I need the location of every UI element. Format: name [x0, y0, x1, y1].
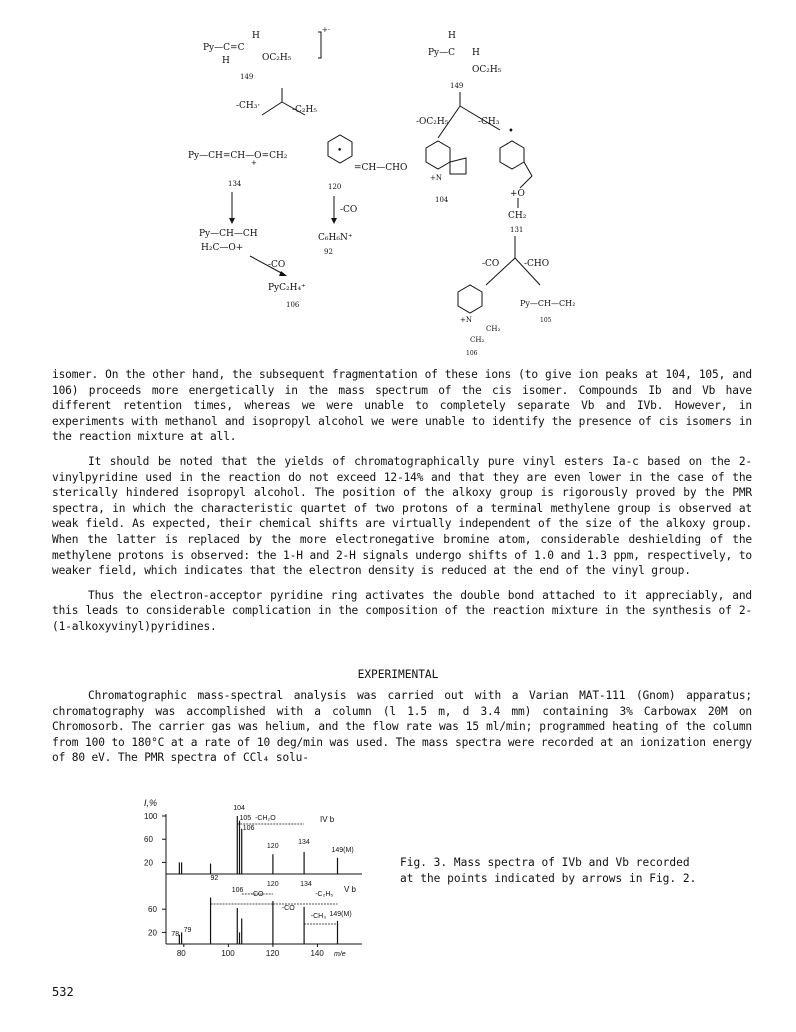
ion134-plus: + — [251, 159, 257, 167]
ion104-mass: 104 — [435, 196, 449, 204]
right-mol-ion-h1: H — [448, 31, 456, 41]
right-scheme — [416, 31, 575, 357]
annotation-104: 104 — [233, 805, 245, 812]
ion134-mass: 134 — [228, 180, 242, 188]
left-scheme — [188, 26, 407, 309]
left-mol-ion-charge: +· — [322, 26, 331, 34]
ion106-n-plus: +N — [460, 316, 472, 324]
figure-caption: Fig. 3. Mass spectra of IVb and Vb recorded at the points indicated by arrows in Fig. 2. — [400, 856, 697, 885]
annotation-106: 106 — [242, 825, 255, 832]
right-loss-ch3: -CH₃ — [478, 117, 500, 127]
ion104-ring — [426, 141, 450, 169]
experimental-heading: EXPERIMENTAL — [357, 668, 439, 681]
ion92-formula: C₆H₆N⁺ — [318, 233, 353, 243]
x-axis-label: m/e — [334, 951, 346, 956]
annotation-b106: 106 — [231, 887, 244, 894]
y-tick-label: 60 — [144, 835, 153, 845]
body-text-block — [52, 367, 752, 635]
ion106-ch2b: CH₂ — [470, 336, 485, 344]
bottom-spectrum-label: V b — [344, 885, 357, 894]
fragmentation-scheme — [0, 0, 796, 365]
ion131-bond-b — [520, 176, 532, 188]
arrow-120-head — [331, 218, 337, 224]
loss-co-2: -CO — [268, 260, 286, 270]
right-mol-ion-oet: OC₂H₅ — [472, 65, 502, 75]
paragraph-3: Thus the electron-acceptor pyridine ring activates the double bond attached to it appreciably, and this leads to considerable complication in the composition of the reaction mixture in the synthesis of 2-(1-alkoxyvinyl)pyridines. — [52, 588, 752, 633]
ion131-bond-a — [524, 162, 532, 176]
page-number: 532 — [52, 985, 74, 999]
annotation-b134: 134 — [300, 881, 312, 888]
ion134-formula: Py—CH=CH—O=CH₂ — [188, 151, 288, 161]
ion120-mass: 120 — [328, 183, 342, 191]
annotation-loss-co-b: -CO — [281, 905, 295, 912]
right-radical-dot: • — [508, 126, 514, 137]
annotation-loss-ch2o: -CH₂O — [255, 815, 276, 822]
right-loss-cho: -CHO — [524, 259, 550, 269]
annotation-149m: 149(M) — [331, 847, 354, 854]
ion106-mass: 106 — [466, 350, 478, 357]
arrow-134-a-head — [229, 218, 235, 224]
ion120-formula: =CH—CHO — [354, 163, 408, 173]
annotation-134: 134 — [298, 839, 310, 846]
right-mol-ion-mass: 149 — [450, 82, 464, 90]
ion131-ch2: CH₂ — [508, 211, 527, 221]
loss-co-1: -CO — [340, 205, 358, 215]
annotation-b78: 78 — [171, 931, 180, 938]
ion104-fused — [450, 158, 466, 174]
left-mol-ion-oet: OC₂H₅ — [262, 53, 292, 63]
annotation-b120: 120 — [266, 881, 279, 888]
left-loss-c2h5: -C₂H₅ — [292, 105, 317, 115]
annotation-b79: 79 — [183, 927, 192, 934]
ion131-o: +O — [510, 189, 525, 199]
ion131-ring — [500, 141, 524, 169]
arrow-134b-head — [279, 271, 287, 276]
ion131-mass: 131 — [510, 226, 524, 234]
ion106-mass: 106 — [286, 301, 300, 309]
experimental-paragraph: Chromatographic mass-spectral analysis was carried out with a Varian MAT-111 (Gnom) apparatus; chromatography was accomplished with a column (l 1.5 m, d 3.4 mm) containing 3% Carbowax 20M on Chromosorb. The carrier gas was helium, and the flow rate was 15 ml/min; programmed heating of the column from 100 to 180°C at a rate of 10 deg/min was used. The mass spectra were recorded at an ionization energy of 80 eV. The PMR spectra of CCl₄ solu- — [52, 689, 752, 765]
left-mol-ion-h1: H — [252, 31, 260, 41]
x-tick-label: 140 — [310, 949, 324, 956]
ion106-formula: PyC₂H₄⁺ — [268, 283, 306, 293]
y-tick-label: 20 — [148, 928, 157, 938]
ion134b-line1: Py—CH—CH — [199, 229, 258, 239]
right-loss-co: -CO — [482, 259, 500, 269]
ion105-formula: Py—CH—CH₂ — [520, 299, 576, 308]
annotation-loss-c2h5: -C₂H₅ — [315, 891, 334, 898]
annotation-b92: 92 — [210, 875, 219, 882]
right-mol-ion-h2: H — [472, 48, 480, 58]
left-mol-ion-h2: H — [222, 56, 230, 66]
right-loss-oc2h5: -OC₂H₅ — [416, 117, 449, 127]
left-mol-ion-mass: 149 — [240, 73, 254, 81]
ion104-n-plus: +N — [430, 174, 442, 182]
ion105-mass: 105 — [540, 317, 552, 324]
ion106-ring — [458, 285, 482, 313]
annotation-loss-ch3: -CH₃ — [310, 913, 327, 920]
right-mol-ion-formula: Py—C — [428, 48, 456, 58]
annotation-b149m: 149(M) — [329, 911, 352, 918]
y-tick-label: 60 — [148, 905, 157, 915]
annotation-105: 105 — [239, 815, 252, 822]
left-bracket — [318, 32, 321, 58]
left-loss-ch3: -CH₃· — [236, 101, 261, 111]
y-tick-label: 20 — [144, 858, 153, 868]
top-spectrum-label: IV b — [320, 815, 335, 824]
mass-spectra-figure — [140, 796, 390, 956]
ion134b-line2: H₂C—O+ — [201, 243, 244, 253]
ion92-mass: 92 — [324, 248, 333, 256]
x-tick-label: 80 — [176, 949, 186, 956]
ion106-ch2a: CH₂ — [486, 325, 501, 333]
ion120-ring-dot: • — [337, 146, 343, 156]
x-tick-label: 100 — [221, 949, 235, 956]
annotation-loss-co-a: -CO — [250, 891, 264, 898]
y-tick-label: 100 — [144, 812, 158, 821]
paragraph-1: isomer. On the other hand, the subsequent fragmentation of these ions (to give ion peaks at 104, 105, and 106) proceeds more energetically in the mass spectrum of the cis isomer. Compounds Ib and Vb have different retention times, whereas we were unable to completely separate Vb and IVb. However, in experiments with methanol and isopropyl alcohol we were unable to identify the presence of cis isomers in the reaction mixture at all. — [52, 368, 752, 444]
bar-layer — [179, 816, 337, 944]
annotation-layer — [171, 805, 353, 938]
y-axis-label: I,% — [144, 798, 158, 808]
left-split-a — [262, 102, 282, 115]
annotation-120: 120 — [266, 843, 279, 850]
left-mol-ion-formula: Py—C=C — [203, 43, 245, 53]
paragraph-2: It should be noted that the yields of chromatographically pure vinyl esters Ia-c based on the 2-vinylpyridine used in the reaction do not exceed 12-14% and that they are even lower in the case of the sterically hindered isopropyl alcohol. The position of the alkoxy group is rigorously proved by the PMR spectra, in which the characteristic quartet of two protons of a terminal methylene group is observed at weak field. As expected, their chemical shifts are virtually independent of the size of the alkoxy group. When the latter is replaced by the more electronegative bromine atom, considerable deshielding of the methylene protons is observed: the 1-H and 2-H signals undergo shifts of 1.0 and 1.3 ppm, respectively, to weaker field, which indicates that the electron density is reduced at the end of the vinyl group. — [52, 454, 752, 578]
x-tick-label: 120 — [265, 949, 280, 956]
experimental-block — [52, 688, 752, 766]
